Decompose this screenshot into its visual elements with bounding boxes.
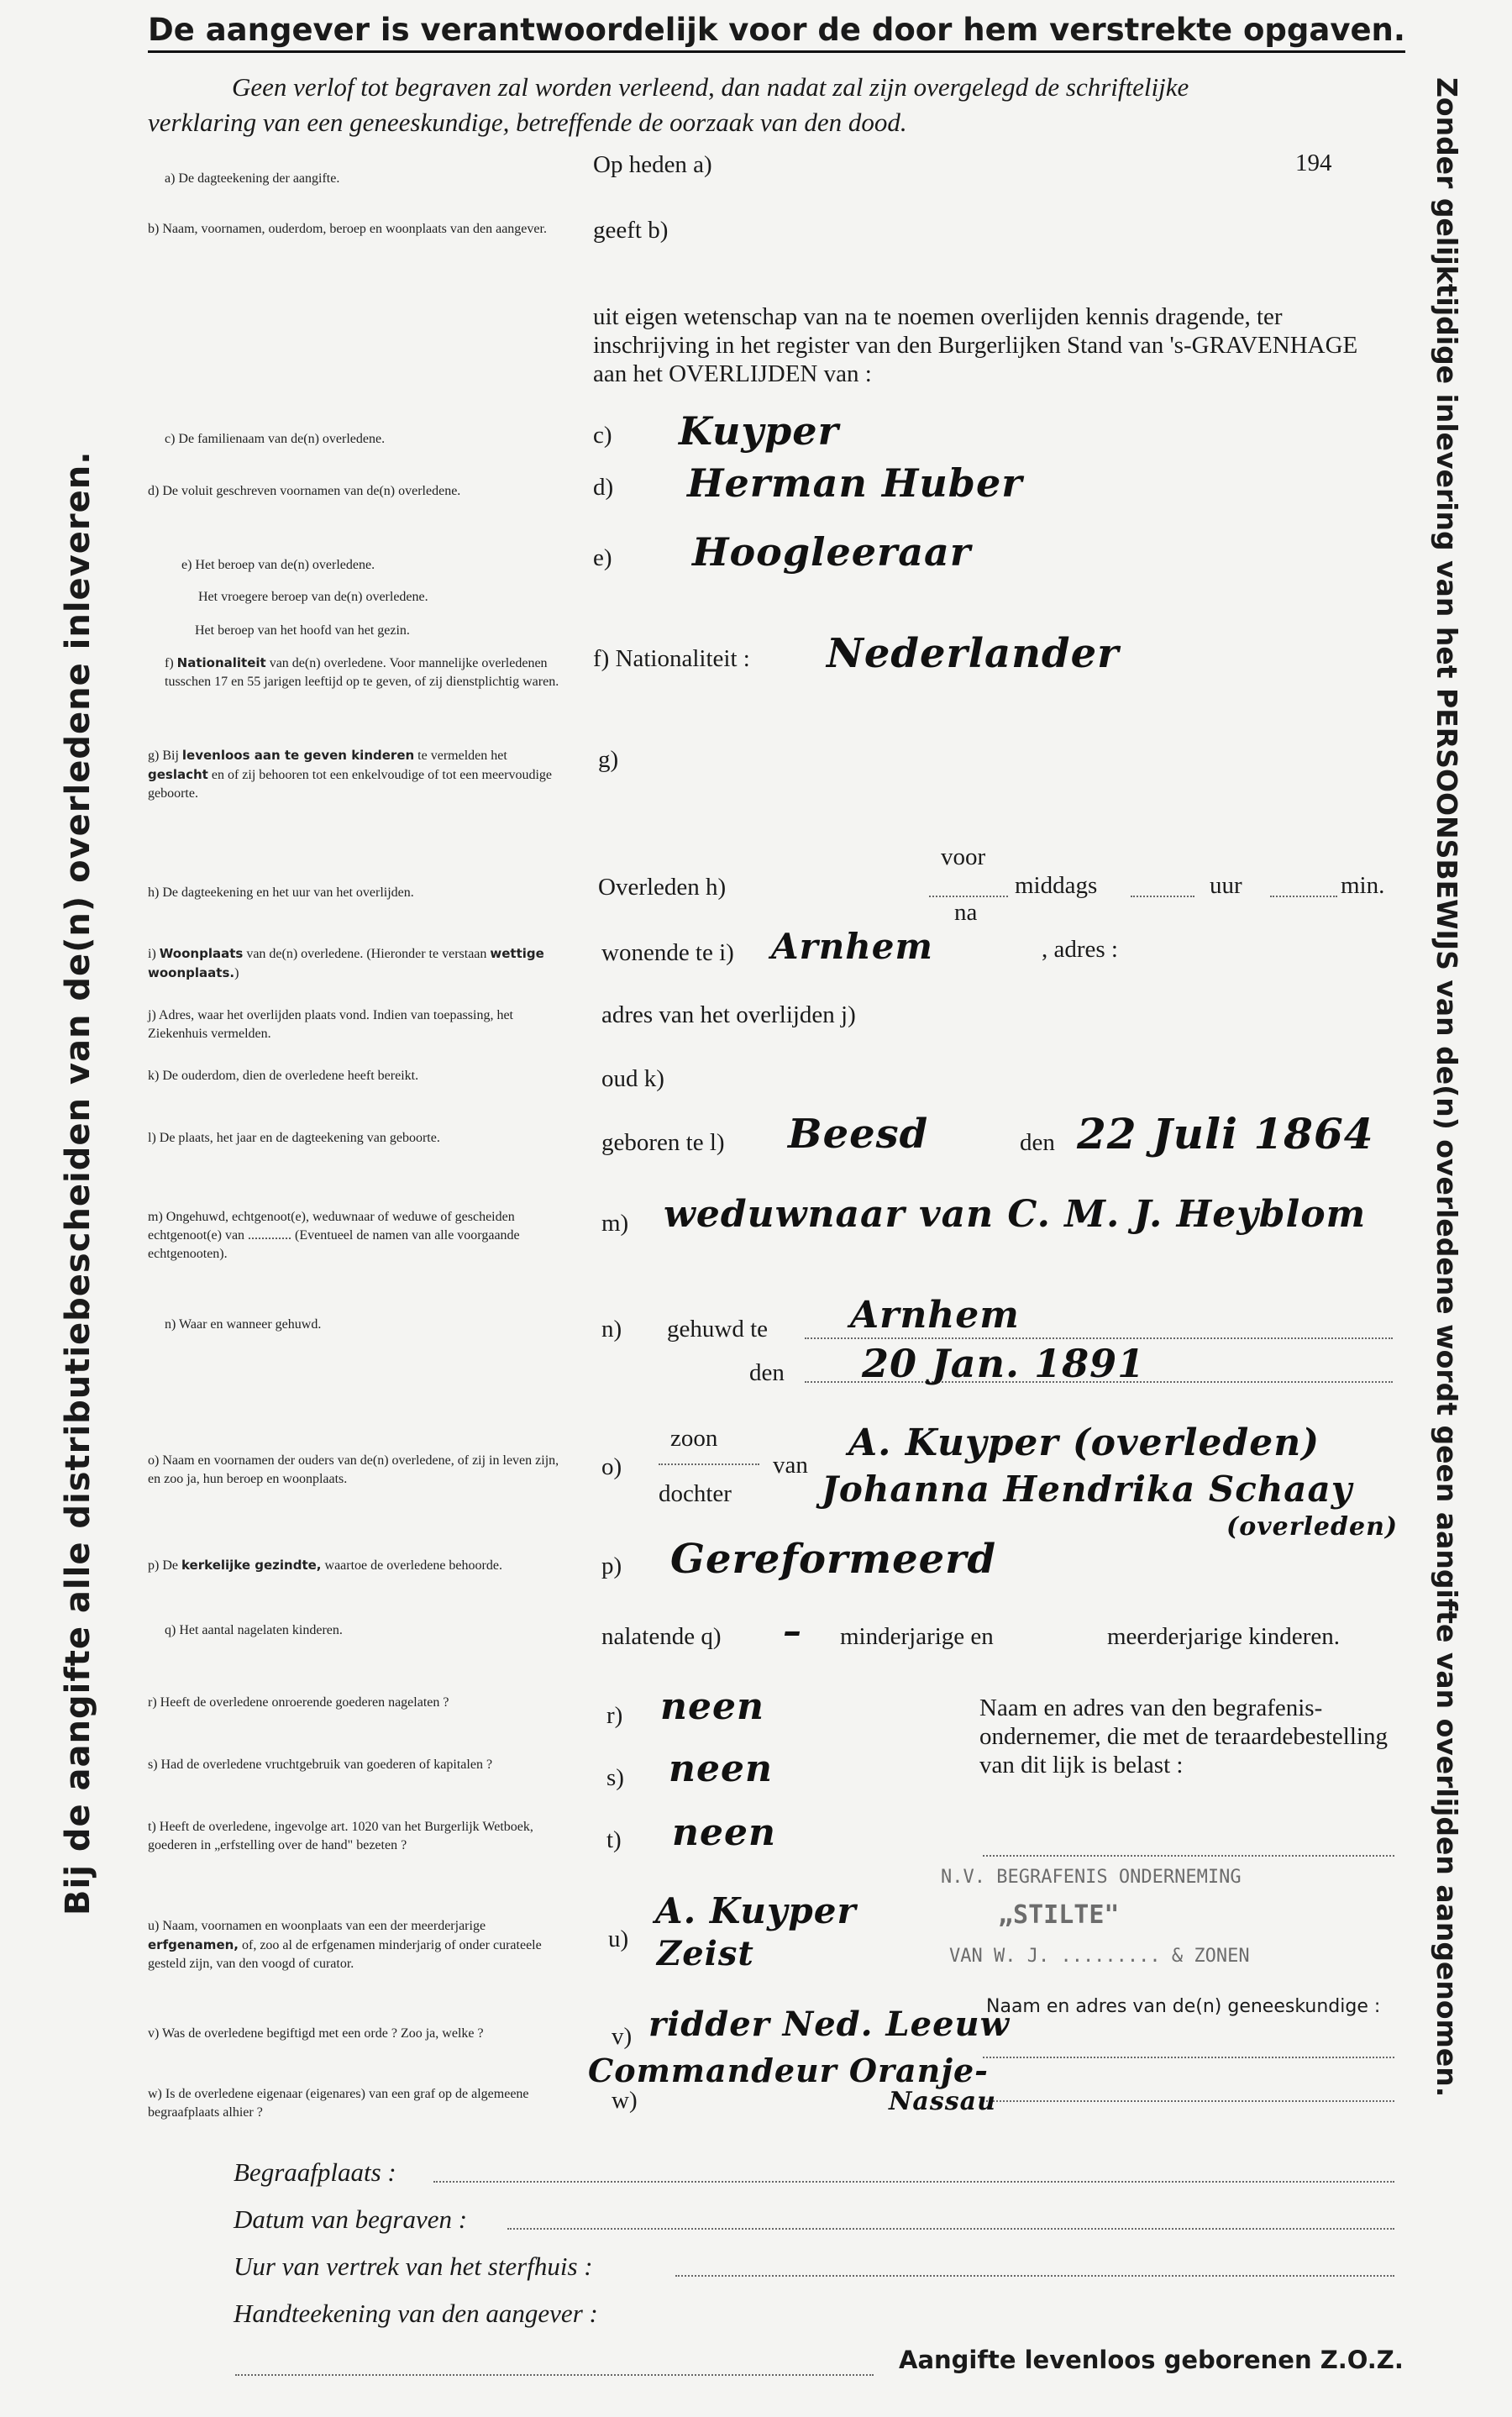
field-f: f) Nationaliteit :	[593, 645, 750, 672]
label-i-mid: van de(n) overledene. (Hieronder te verstaan	[246, 947, 487, 961]
field-voor: voor	[941, 843, 986, 870]
value-marriage-place: Arnhem	[850, 1294, 1020, 1337]
label-l: l) De plaats, het jaar en de dagteekening van geboorte.	[148, 1131, 440, 1145]
footer-handteekening: Handteekening van den aangever :	[234, 2299, 598, 2328]
value-heir-name: A. Kuyper	[655, 1890, 857, 1931]
value-residence: Arnhem	[771, 926, 933, 967]
value-marital-status: weduwnaar van C. M. J. Heyblom	[664, 1193, 1367, 1236]
field-n: n)	[601, 1316, 622, 1342]
label-u-prefix: u) Naam, voornamen en woonplaats van een der meerderjarige	[148, 1919, 486, 1933]
label-f	[165, 654, 559, 691]
value-birthdate: 22 Juli 1864	[1077, 1109, 1374, 1159]
value-heir-place: Zeist	[657, 1934, 754, 1973]
field-uur: uur	[1210, 872, 1242, 899]
label-r: r) Heeft de overledene onroerende goederen nagelaten ?	[148, 1695, 449, 1710]
value-order-1: ridder Ned. Leeuw	[648, 2005, 1011, 2044]
label-i-bold2: wettige woonplaats.	[148, 946, 544, 980]
field-gehuwd-te: gehuwd te	[667, 1316, 768, 1342]
label-f-text: van de(n) overledene. Voor mannelijke overledenen tusschen 17 en 55 jarigen leeftijd op te geven, of zij dienstplichtig waren.	[165, 656, 559, 689]
label-v: v) Was de overledene begiftigd met een orde ? Zoo ja, welke ?	[148, 2026, 484, 2041]
field-begrafenis: Naam en adres van den begrafenis-ondernemer, die met de teraardebestelling van dit lijk is belast :	[979, 1695, 1388, 1779]
label-h: h) De dagteekening en het uur van het overlijden.	[148, 885, 414, 900]
value-children-dash: –	[783, 1610, 802, 1652]
label-g-prefix: g) Bij	[148, 749, 179, 763]
field-na: na	[954, 899, 978, 926]
field-zoon: zoon	[670, 1425, 718, 1452]
value-religion: Gereformeerd	[670, 1536, 997, 1583]
field-m: m)	[601, 1210, 629, 1237]
label-t: t) Heeft de overledene, ingevolge art. 1020 van het Burgerlijk Wetboek, goederen in „erfstelling over de hand" bezeten ?	[148, 1820, 533, 1852]
value-mother-note: (overleden)	[1226, 1512, 1399, 1542]
label-d: d) De voluit geschreven voornamen van de(n) overledene.	[148, 484, 461, 498]
label-p-prefix: p) De	[148, 1558, 178, 1573]
field-op-heden: Op heden a)	[593, 151, 712, 178]
blank-uur	[675, 2275, 1394, 2277]
label-u-bold: erfgenamen,	[148, 1937, 239, 1952]
label-j: j) Adres, waar het overlijden plaats vond. Indien van toepassing, het Ziekenhuis vermelden.	[148, 1008, 513, 1041]
footer-zoz: Aangifte levenloos geborenen Z.O.Z.	[899, 2346, 1404, 2374]
label-g	[148, 746, 559, 803]
field-adres-overlijden: adres van het overlijden j)	[601, 1001, 856, 1028]
label-i-bold1: Woonplaats	[159, 946, 244, 961]
value-order-2: Commandeur Oranje-	[588, 2052, 989, 2089]
field-v: v)	[612, 2023, 633, 2050]
value-usufruct: neen	[669, 1747, 773, 1790]
stamp-line-2: „STILTE"	[998, 1900, 1120, 1930]
label-i-prefix: i)	[148, 947, 156, 961]
blank-undertaker-1	[983, 1855, 1394, 1857]
field-u: u)	[608, 1926, 629, 1952]
field-year: 194	[1295, 150, 1332, 176]
value-entail: neen	[672, 1811, 776, 1854]
divider-zoon-dochter	[659, 1463, 759, 1465]
blank-hour	[1131, 896, 1194, 897]
field-oud: oud k)	[601, 1065, 664, 1092]
intro-line-1: Geen verlof tot begraven zal worden verleend, dan nadat zal zijn overgelegd de schriftelijke	[232, 72, 1189, 102]
field-meerderjarige: meerderjarige kinderen.	[1107, 1623, 1340, 1650]
label-p	[148, 1556, 559, 1575]
value-real-estate: neen	[660, 1685, 764, 1728]
label-m: m) Ongehuwd, echtgenoot(e), weduwnaar of weduwe of gescheiden echtgenoot(e) van ............. (Eventueel de namen van alle voorgaande echtgenooten).	[148, 1210, 520, 1261]
blank-doctor-1	[983, 2057, 1394, 2058]
blank-datum	[507, 2228, 1394, 2230]
stamp-line-1: N.V. BEGRAFENIS ONDERNEMING	[941, 1867, 1242, 1888]
value-order-3: Nassau	[889, 2087, 996, 2116]
label-g-bold1: levenloos aan te geven kinderen	[181, 748, 415, 763]
label-p-text: waartoe de overledene behoorde.	[324, 1558, 502, 1573]
footer-uur: Uur van vertrek van het sterfhuis :	[234, 2251, 593, 2281]
footer-begraafplaats: Begraafplaats :	[234, 2157, 396, 2187]
label-s: s) Had de overledene vruchtgebruik van goederen of kapitalen ?	[148, 1758, 493, 1772]
label-g-bold2: geslacht	[148, 767, 208, 782]
label-i-suffix: )	[234, 966, 239, 980]
field-d: d)	[593, 474, 614, 501]
value-mother: Johanna Hendrika Schaay	[822, 1469, 1353, 1510]
field-e: e)	[593, 544, 612, 571]
label-q: q) Het aantal nagelaten kinderen.	[165, 1623, 343, 1637]
field-van: van	[773, 1452, 808, 1479]
value-surname: Kuyper	[679, 408, 839, 454]
field-r: r)	[606, 1702, 623, 1729]
blank-begraafplaats	[433, 2181, 1394, 2183]
label-g-text: en of zij behooren tot een enkelvoudige of tot een meervoudige geboorte.	[148, 768, 553, 801]
field-overleden: Overleden h)	[598, 874, 727, 901]
footer-datum: Datum van begraven :	[234, 2204, 468, 2234]
field-kennis: uit eigen wetenschap van na te noemen overlijden kennis dragende, ter inschrijving in het register van den Burgerlijken Stand van 's-GRAVENHAGE aan het OVERLIJDEN van :	[593, 303, 1358, 387]
label-c: c) De familienaam van de(n) overledene.	[165, 432, 386, 446]
field-dochter: dochter	[659, 1480, 732, 1507]
label-n: n) Waar en wanneer gehuwd.	[165, 1317, 322, 1332]
intro-line-2: verklaring van een geneeskundige, betreffende de oorzaak van den dood.	[148, 108, 907, 137]
blank-doctor-2	[983, 2100, 1394, 2102]
field-nalatende: nalatende q)	[601, 1623, 722, 1650]
side-note-right: Zonder gelijktijdige inlevering van het PERSOONSBEWIJS van de(n) overledene wordt geen aangifte van overlijden aangenomen.	[1431, 77, 1463, 2098]
field-geboren: geboren te l)	[601, 1129, 725, 1156]
label-u-text: of, zoo al de erfgenamen minderjarig of onder curateele gesteld zijn, van den voogd of curator.	[148, 1938, 542, 1971]
field-s: s)	[606, 1764, 624, 1791]
field-w: w)	[612, 2087, 638, 2114]
label-o: o) Naam en voornamen der ouders van de(n) overledene, of zij in leven zijn, en zoo ja, hun beroep en woonplaats.	[148, 1453, 559, 1486]
label-b: b) Naam, voornamen, ouderdom, beroep en woonplaats van den aangever.	[148, 222, 547, 236]
form-header: De aangever is verantwoordelijk voor de door hem verstrekte opgaven.	[148, 12, 1405, 53]
field-t: t)	[606, 1826, 622, 1853]
label-g-mid: te vermelden het	[417, 749, 507, 763]
label-a: a) De dagteekening der aangifte.	[165, 171, 340, 186]
field-geneeskundige: Naam en adres van de(n) geneeskundige :	[986, 1996, 1381, 2017]
value-marriage-date: 20 Jan. 1891	[862, 1341, 1146, 1386]
field-adres: , adres :	[1042, 936, 1118, 963]
field-den: den	[1020, 1129, 1055, 1156]
side-note-left: Bij de aangifte alle distributiebescheiden van de(n) overledene inleveren.	[59, 450, 97, 1915]
field-c: c)	[593, 422, 612, 449]
value-birthplace: Beesd	[788, 1111, 929, 1158]
label-i	[148, 944, 559, 983]
field-minderjarige: minderjarige en	[840, 1623, 994, 1650]
field-g: g)	[598, 746, 619, 773]
field-geeft: geeft b)	[593, 217, 669, 244]
value-firstnames: Herman Huber	[687, 460, 1023, 506]
label-e1: e) Het beroep van de(n) overledene.	[181, 558, 375, 572]
value-profession: Hoogleeraar	[692, 529, 972, 575]
field-p: p)	[601, 1553, 622, 1579]
stamp-line-3: VAN W. J. ......... & ZONEN	[949, 1946, 1250, 1967]
divider-voor-na	[929, 896, 1008, 897]
blank-minutes	[1270, 896, 1337, 897]
value-nationality: Nederlander	[827, 630, 1120, 677]
blank-signature	[235, 2374, 874, 2376]
label-f-bold: Nationaliteit	[176, 655, 266, 670]
field-min: min.	[1341, 872, 1385, 899]
label-w: w) Is de overledene eigenaar (eigenares) van een graf op de algemeene begraafplaats alhier ?	[148, 2087, 529, 2120]
label-e2: Het vroegere beroep van de(n) overledene.	[198, 590, 428, 604]
value-father: A. Kuyper (overleden)	[848, 1421, 1320, 1464]
label-f-prefix: f)	[165, 656, 174, 670]
field-den-2: den	[749, 1359, 785, 1386]
field-wonende: wonende te i)	[601, 939, 734, 966]
label-p-bold: kerkelijke gezindte,	[181, 1558, 322, 1573]
label-k: k) De ouderdom, dien de overledene heeft bereikt.	[148, 1069, 419, 1083]
blank-gehuwd-te	[805, 1337, 1393, 1339]
field-middags: middags	[1015, 872, 1098, 899]
label-u	[148, 1917, 559, 1973]
field-o: o)	[601, 1453, 622, 1480]
label-e3: Het beroep van het hoofd van het gezin.	[195, 623, 410, 638]
